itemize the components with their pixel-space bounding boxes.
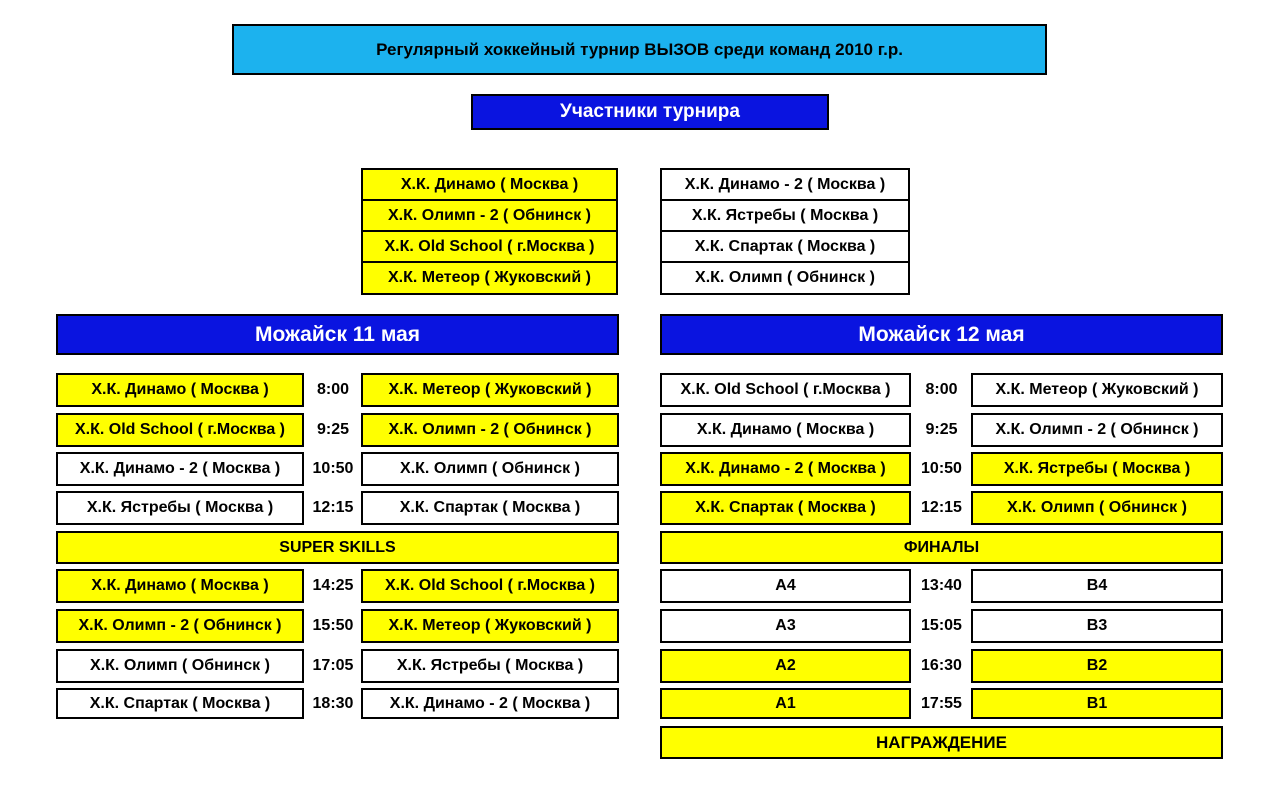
participant-item: Х.К. Спартак ( Москва ) (660, 230, 910, 263)
match-away-team: В3 (971, 609, 1223, 643)
match-home-team: А1 (660, 688, 911, 719)
match-away-team: Х.К. Old School ( г.Москва ) (361, 569, 619, 603)
day1-break-label: SUPER SKILLS (56, 531, 619, 564)
match-home-team: Х.К. Динамо - 2 ( Москва ) (56, 452, 304, 486)
participant-item: Х.К. Олимп ( Обнинск ) (660, 261, 910, 295)
match-away-team: Х.К. Метеор ( Жуковский ) (361, 373, 619, 407)
match-time: 12:15 (921, 499, 962, 516)
match-time: 18:30 (312, 694, 354, 712)
match-away-team: В2 (971, 649, 1223, 683)
match-away-team: В1 (971, 688, 1223, 719)
participant-item: Х.К. Old School ( г.Москва ) (361, 230, 618, 263)
match-away-team: Х.К. Олимп ( Обнинск ) (971, 491, 1223, 525)
participant-item: Х.К. Динамо - 2 ( Москва ) (660, 168, 910, 201)
match-away-team: Х.К. Олимп - 2 ( Обнинск ) (971, 413, 1223, 447)
match-home-team: Х.К. Динамо - 2 ( Москва ) (660, 452, 911, 486)
match-home-team: Х.К. Old School ( г.Москва ) (56, 413, 304, 447)
match-time: 15:05 (921, 617, 962, 634)
match-away-team: Х.К. Ястребы ( Москва ) (361, 649, 619, 683)
match-away-team: В4 (971, 569, 1223, 603)
match-time: 9:25 (925, 421, 958, 438)
match-home-team: Х.К. Олимп ( Обнинск ) (56, 649, 304, 683)
match-home-team: А3 (660, 609, 911, 643)
participant-item: Х.К. Динамо ( Москва ) (361, 168, 618, 201)
match-time: 14:25 (312, 577, 354, 594)
match-home-team: А2 (660, 649, 911, 683)
match-time: 13:40 (921, 577, 962, 594)
match-time: 10:50 (921, 460, 962, 477)
tournament-title: Регулярный хоккейный турнир ВЫЗОВ среди команд 2010 г.р. (232, 24, 1047, 75)
awards-label: НАГРАЖДЕНИЕ (660, 726, 1223, 759)
match-time: 10:50 (312, 460, 354, 477)
match-time: 9:25 (316, 421, 350, 438)
match-home-team: Х.К. Динамо ( Москва ) (56, 569, 304, 603)
day2-break-label: ФИНАЛЫ (660, 531, 1223, 564)
match-time: 8:00 (316, 381, 350, 398)
participant-item: Х.К. Метеор ( Жуковский ) (361, 261, 618, 295)
match-away-team: Х.К. Олимп - 2 ( Обнинск ) (361, 413, 619, 447)
match-away-team: Х.К. Динамо - 2 ( Москва ) (361, 688, 619, 719)
match-home-team: Х.К. Динамо ( Москва ) (660, 413, 911, 447)
match-home-team: Х.К. Ястребы ( Москва ) (56, 491, 304, 525)
match-home-team: Х.К. Олимп - 2 ( Обнинск ) (56, 609, 304, 643)
match-time: 17:05 (312, 657, 354, 674)
match-away-team: Х.К. Метеор ( Жуковский ) (971, 373, 1223, 407)
match-home-team: А4 (660, 569, 911, 603)
match-home-team: Х.К. Спартак ( Москва ) (56, 688, 304, 719)
match-time: 12:15 (312, 499, 354, 516)
match-away-team: Х.К. Ястребы ( Москва ) (971, 452, 1223, 486)
match-home-team: Х.К. Old School ( г.Москва ) (660, 373, 911, 407)
match-time: 17:55 (921, 694, 962, 712)
participant-item: Х.К. Ястребы ( Москва ) (660, 199, 910, 232)
match-time: 15:50 (312, 617, 354, 634)
match-time: 16:30 (921, 657, 962, 674)
day1-header: Можайск 11 мая (56, 314, 619, 355)
match-away-team: Х.К. Спартак ( Москва ) (361, 491, 619, 525)
match-home-team: Х.К. Динамо ( Москва ) (56, 373, 304, 407)
participants-header: Участники турнира (471, 94, 829, 130)
match-away-team: Х.К. Метеор ( Жуковский ) (361, 609, 619, 643)
day2-header: Можайск 12 мая (660, 314, 1223, 355)
match-away-team: Х.К. Олимп ( Обнинск ) (361, 452, 619, 486)
match-time: 8:00 (925, 381, 958, 398)
participant-item: Х.К. Олимп - 2 ( Обнинск ) (361, 199, 618, 232)
match-home-team: Х.К. Спартак ( Москва ) (660, 491, 911, 525)
